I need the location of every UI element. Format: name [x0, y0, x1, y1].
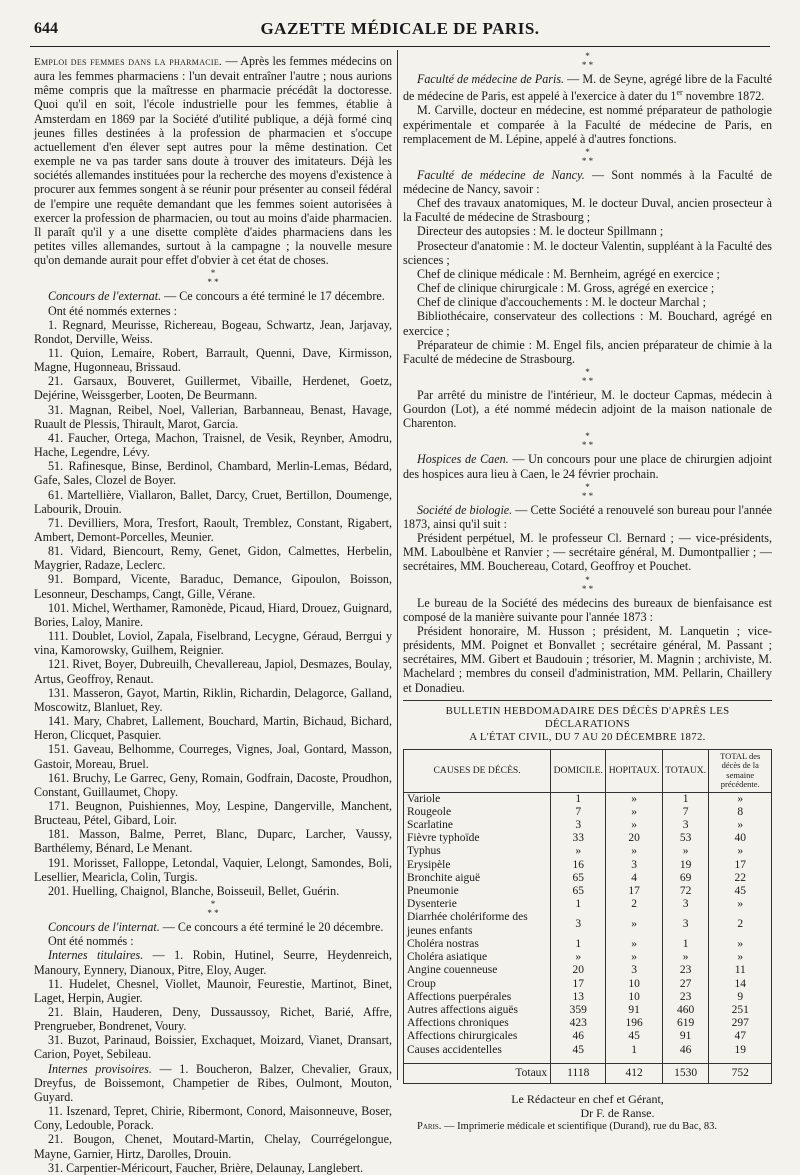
externat-line: 191. Morisset, Falloppe, Letondal, Vaquier, Lelongt, Samondes, Boli, Lesellier, Mearicla, Colin, Turgis. — [34, 855, 392, 884]
section-rule — [403, 700, 772, 701]
externat-line: 101. Michel, Werthamer, Ramonède, Picaud, Hiard, Drouez, Guignard, Bories, Laloy, Manire. — [34, 600, 392, 629]
provisoires-line-text: 31. Carpentier-Méricourt, Faucher, Brière, Delaunay, Langlebert. — [48, 1160, 364, 1175]
nancy-appointment: Prosecteur d'anatomie : M. le docteur Valentin, suppléant à la Faculté des sciences ; — [403, 238, 772, 267]
table-row — [404, 819, 772, 832]
externat-line: 11. Quion, Lemaire, Robert, Barrault, Quenni, Dave, Kirmisson, Magne, Hugonneau, Brissaud. — [34, 345, 392, 375]
table-row — [404, 806, 772, 819]
emploi-lead: Emploi des femmes dans la pharmacie. — [34, 56, 223, 68]
provisoires-line-text: — 1. Boucheron, Balzer, Chevalier, Graux, Dreyfus, de Boissemont, Champetier de Ribes, Oulmont, Mouton, Guyard. — [34, 1061, 392, 1104]
count-cell: 7 — [551, 806, 606, 819]
internat-paragraph — [34, 920, 392, 934]
cause-cell: Choléra asiatique — [404, 951, 551, 964]
table-row — [404, 938, 772, 951]
count-cell: 10 — [606, 991, 663, 1004]
count-cell: 17 — [551, 978, 606, 991]
table-row — [404, 859, 772, 872]
count-cell: 196 — [606, 1017, 663, 1030]
count-cell: 72 — [662, 885, 709, 898]
header-causes: CAUSES DE DÉCÈS. — [404, 749, 551, 792]
provisoires-line — [34, 1104, 392, 1132]
cause-cell: Scarlatine — [404, 819, 551, 832]
count-cell: 3 — [662, 898, 709, 911]
externat-line: 141. Mary, Chabret, Lallement, Bouchard, Martin, Bichaud, Bichard, Heron, Clicquet, Pasquier. — [34, 714, 392, 743]
count-cell: 359 — [551, 1004, 606, 1017]
imprint-text: — Imprimerie médicale et scientifique (Durand), rue du Bac, 83. — [441, 1120, 717, 1132]
count-cell: » — [606, 845, 663, 858]
titulaires-list — [34, 948, 392, 1061]
count-cell: » — [606, 938, 663, 951]
asterism: * * * — [581, 51, 594, 70]
cause-cell: Dysenterie — [404, 898, 551, 911]
column-divider — [397, 50, 398, 1080]
table-row — [404, 991, 772, 1004]
count-cell: 17 — [606, 885, 663, 898]
count-cell: 1 — [551, 792, 606, 806]
count-cell: » — [662, 951, 709, 964]
cause-cell: Affections chirurgicales — [404, 1030, 551, 1043]
totals-cell: 1530 — [662, 1063, 709, 1083]
asterism: * * * — [207, 899, 219, 919]
nancy-appointment: Bibliothécaire, conservateur des collections : M. Bouchard, agrégé en exercice ; — [403, 309, 772, 338]
internat-intro: Ont été nommés : — [48, 934, 134, 949]
nancy-appointment: Préparateur de chimie : M. Engel fils, ancien préparateur de chimie à la Faculté de médecine de Strasbourg. — [403, 337, 772, 366]
bienfaisance-bureau: Président honoraire, M. Husson ; président, M. Lanquetin ; vice-présidents, MM. Poignet et Bonvallet ; secrétaire général, M. Passant ; secrétaires, MM. Gibert et Baudouin ; trésorier, M. Magnin ; archiviste, M. Machelard ; membres du conseil d'administration, MM. Pellarin, Chaillery et Donadieu. — [403, 623, 772, 695]
fac-nancy-text: — Sont nommés à la Faculté de médecine de Nancy, savoir : — [403, 167, 772, 196]
count-cell: 65 — [551, 872, 606, 885]
count-cell: » — [606, 951, 663, 964]
externat-intro: Ont été nommés externes : — [48, 303, 177, 318]
count-cell: 1 — [606, 1044, 663, 1057]
asterism: * * * — [207, 268, 219, 288]
internat-text: — Ce concours a été terminé le 20 décembre. — [159, 920, 384, 935]
totals-row — [404, 1063, 772, 1083]
nancy-appointment: Chef de clinique médicale : M. Bernheim, agrégé en exercice ; — [417, 266, 720, 281]
count-cell: 3 — [606, 859, 663, 872]
table-row — [404, 964, 772, 977]
fac-paris-sup: er — [676, 88, 683, 98]
count-cell: 65 — [551, 885, 606, 898]
bulletin-title-line2: A L'ÉTAT CIVIL, DU 7 AU 20 DÉCEMBRE 1872. — [469, 730, 706, 743]
externat-line: 161. Bruchy, Le Garrec, Geny, Romain, Godfrain, Dacoste, Proudhon, Constant, Guillaumet, Chopy. — [34, 770, 392, 799]
count-cell: 251 — [709, 1004, 772, 1017]
externat-line: 71. Devilliers, Mora, Tresfort, Raoult, Tremblez, Constant, Rigabert, Ambert, Demont-Porcelles, Meunier. — [34, 515, 392, 544]
nancy-appointment: Chef des travaux anatomiques, M. le docteur Duval, ancien prosecteur à la Faculté de médecine de Strasbourg ; — [403, 196, 772, 225]
count-cell: 619 — [662, 1017, 709, 1030]
count-cell: » — [606, 911, 663, 937]
carville-paragraph: M. Carville, docteur en médecine, est nommé préparateur de pathologie expérimentale et comparée à la Faculté de médecine de Paris, en remplacement de M. Lépine, appelé à d'autres fonctions. — [403, 103, 772, 146]
provisoires-line-text: 11. Iszenard, Tepret, Chirie, Ribermont, Conord, Maisonneuve, Boser, Cony, Ledouble, Porack. — [34, 1104, 392, 1133]
count-cell: 297 — [709, 1017, 772, 1030]
deaths-table — [403, 749, 772, 1084]
externat-line: 51. Rafinesque, Binse, Berdinol, Chambard, Merlin-Lemas, Bédard, Gafe, Sales, Clozel de Boyer. — [34, 459, 392, 488]
count-cell: » — [551, 845, 606, 858]
table-row — [404, 885, 772, 898]
count-cell: 460 — [662, 1004, 709, 1017]
cause-cell: Bronchite aiguë — [404, 872, 551, 885]
count-cell: 1 — [551, 938, 606, 951]
internat-lead: Concours de l'internat. — [48, 920, 160, 935]
titulaires-line — [34, 948, 392, 976]
capmas-paragraph: Par arrêté du ministre de l'intérieur, M. le docteur Capmas, médecin à Gourdon (Lot), a été nommé médecin adjoint de la maison nationale de Charenton. — [403, 388, 772, 431]
count-cell: 1 — [551, 898, 606, 911]
count-cell: 3 — [662, 911, 709, 937]
fac-paris-lead: Faculté de médecine de Paris. — [417, 72, 565, 86]
count-cell: 22 — [709, 872, 772, 885]
asterism: * * * — [581, 367, 594, 386]
count-cell: 45 — [709, 885, 772, 898]
fac-nancy-paragraph — [403, 168, 772, 196]
signature-line2: Dr F. de Ranse. — [580, 1105, 655, 1120]
count-cell: 20 — [606, 832, 663, 845]
externat-line: 61. Martellière, Viallaron, Ballet, Darcy, Cruet, Bertillon, Doumenge, Labourik, Drouin. — [34, 487, 392, 516]
caen-lead: Hospices de Caen. — [417, 452, 509, 467]
externat-text: — Ce concours a été terminé le 17 décembre. — [161, 289, 385, 304]
externat-line: 81. Vidard, Biencourt, Remy, Genet, Gidon, Calmettes, Herbelin, Maygrier, Radaze, Leclerc. — [34, 544, 392, 573]
count-cell: 7 — [662, 806, 709, 819]
titulaires-line-text: 11. Hudelet, Chesnel, Viollet, Maunoir, Feurestie, Martinot, Binet, Laget, Herpin, Augier. — [34, 976, 392, 1005]
titulaires-line — [34, 1005, 392, 1033]
table-row — [404, 1017, 772, 1030]
count-cell: 14 — [709, 978, 772, 991]
count-cell: 16 — [551, 859, 606, 872]
table-row — [404, 832, 772, 845]
deaths-table-header — [404, 749, 772, 792]
biologie-bureau: Président perpétuel, M. le professeur Cl. Bernard ; — vice-présidents, MM. Laboulbène et Ranvier ; — secrétaire général, M. Dumontpallier ; — secrétaires, MM. Bouchereau, Cotard, Geoffroy et Pouchet. — [403, 531, 772, 574]
table-row — [404, 1044, 772, 1057]
table-row — [404, 951, 772, 964]
imprint — [403, 1120, 772, 1134]
bienfaisance-paragraph: Le bureau de la Société des médecins des bureaux de bienfaisance est composé de la manière suivante pour l'année 1873 : — [403, 595, 772, 624]
cause-cell: Autres affections aiguës — [404, 1004, 551, 1017]
table-row — [404, 911, 772, 937]
cause-cell: Affections puerpérales — [404, 991, 551, 1004]
page-header — [30, 18, 770, 42]
externat-line: 1. Regnard, Meurisse, Richereau, Bogeau, Schwartz, Jean, Jarjavay, Rondot, Derville, Weiss. — [34, 317, 392, 346]
externat-line: 151. Gaveau, Belhomme, Courreges, Vignes, Joal, Gontard, Masson, Gastoir, Moreau, Bruel. — [34, 742, 392, 771]
asterism: * * * — [581, 574, 594, 594]
count-cell: 91 — [662, 1030, 709, 1043]
count-cell: 20 — [551, 964, 606, 977]
table-row — [404, 792, 772, 806]
externat-line: 181. Masson, Balme, Perret, Blanc, Duparc, Larcher, Vaussy, Barthélemy, Bénard, Le Menant. — [34, 827, 392, 856]
provisoires-line — [34, 1062, 392, 1104]
count-cell: » — [709, 819, 772, 832]
asterism: * * * — [581, 431, 594, 451]
imprint-city: Paris. — [417, 1120, 442, 1132]
fac-paris-paragraph — [403, 72, 772, 103]
deaths-table-body — [404, 792, 772, 1083]
count-cell: » — [709, 845, 772, 858]
externat-line: 131. Masseron, Gayot, Martin, Riklin, Richardin, Delagorce, Galland, Moscowitz, Blanluet, Rey. — [34, 685, 392, 714]
count-cell: 10 — [606, 978, 663, 991]
table-row — [404, 898, 772, 911]
count-cell: 1 — [662, 938, 709, 951]
provisoires-line — [34, 1132, 392, 1160]
externat-list — [34, 318, 392, 898]
table-row — [404, 845, 772, 858]
count-cell: 45 — [606, 1030, 663, 1043]
externat-line: 91. Bompard, Vicente, Baraduc, Demance, Gipoulon, Boisson, Lesonneur, Deschamps, Cangt, Gille, Vérane. — [34, 572, 392, 601]
externat-line: 31. Magnan, Reibel, Noel, Vallerian, Barbanneau, Benast, Havage, Ruault de Plessis, Thirault, Marot, Garcia. — [34, 402, 392, 431]
asterism: * * * — [581, 146, 594, 166]
right-column — [403, 51, 773, 1132]
count-cell: 40 — [709, 832, 772, 845]
externat-line: 21. Garsaux, Bouveret, Guillermet, Vibaille, Herdenet, Goetz, Dejérine, Weissgerber, Looten, De Beurmann. — [34, 374, 392, 403]
count-cell: 46 — [551, 1030, 606, 1043]
table-row — [404, 1004, 772, 1017]
titulaires-line-text: 21. Blain, Hauderen, Deny, Dussaussoy, Richet, Barié, Affre, Prengrueber, Bondrenet, Voury. — [34, 1005, 392, 1034]
signature-line1: Le Rédacteur en chef et Gérant, — [511, 1091, 664, 1106]
titulaires-line-text: — 1. Robin, Hutinel, Seurre, Heydenreich, Manoury, Eynnery, Dianoux, Pitre, Eloy, Auger. — [34, 948, 392, 977]
table-row — [404, 1030, 772, 1043]
count-cell: 11 — [709, 964, 772, 977]
biologie-paragraph — [403, 503, 772, 531]
titulaires-line-label: Internes titulaires. — [48, 948, 144, 963]
nancy-list — [403, 196, 772, 366]
signature — [403, 1092, 772, 1120]
biologie-lead: Société de biologie. — [417, 502, 513, 517]
count-cell: 91 — [606, 1004, 663, 1017]
caen-text: — Un concours pour une place de chirurgien adjoint des hospices aura lieu à Caen, le 24 février prochain. — [403, 452, 772, 481]
count-cell: 19 — [709, 1044, 772, 1057]
cause-cell: Typhus — [404, 845, 551, 858]
asterism: * * * — [581, 481, 594, 501]
header-rule — [30, 46, 770, 47]
cause-cell: Variole — [404, 792, 551, 806]
totals-cell: 752 — [709, 1063, 772, 1083]
count-cell: 47 — [709, 1030, 772, 1043]
count-cell: » — [606, 819, 663, 832]
count-cell: 45 — [551, 1044, 606, 1057]
bulletin-title — [403, 705, 772, 744]
header-hopitaux: HOPITAUX. — [606, 749, 663, 792]
count-cell: 4 — [606, 872, 663, 885]
count-cell: » — [551, 951, 606, 964]
externat-line: 121. Rivet, Boyer, Dubreuilh, Chevallereau, Japiol, Desmazes, Boulay, Artus, Geoffroy, Renaut. — [34, 657, 392, 686]
count-cell: 33 — [551, 832, 606, 845]
count-cell: 3 — [551, 911, 606, 937]
provisoires-line-label: Internes provisoires. — [48, 1061, 152, 1076]
nancy-appointment: Chef de clinique d'accouchements : M. le docteur Marchal ; — [417, 295, 706, 310]
header-totaux: TOTAUX. — [662, 749, 709, 792]
left-column — [34, 52, 393, 1175]
externat-line: 171. Beugnon, Puishiennes, Moy, Lespine, Dangerville, Manchent, Bructeau, Pétel, Gibard, Loir. — [34, 798, 392, 828]
count-cell: 423 — [551, 1017, 606, 1030]
totals-cell: 412 — [606, 1063, 663, 1083]
count-cell: 69 — [662, 872, 709, 885]
cause-cell: Affections chroniques — [404, 1017, 551, 1030]
biologie-text: — Cette Société a renouvelé son bureau pour l'année 1873, ainsi qu'il suit : — [403, 502, 772, 531]
count-cell: » — [709, 951, 772, 964]
count-cell: 17 — [709, 859, 772, 872]
cause-cell: Rougeole — [404, 806, 551, 819]
count-cell: » — [662, 845, 709, 858]
totals-cell: 1118 — [551, 1063, 606, 1083]
count-cell: » — [709, 938, 772, 951]
cause-cell: Diarrhée cholériforme des jeunes enfants — [404, 911, 551, 937]
caen-paragraph — [403, 452, 772, 480]
count-cell: » — [709, 898, 772, 911]
header-previous-week: TOTAL des décès de la semaine précédente. — [709, 749, 772, 792]
cause-cell: Causes accidentelles — [404, 1044, 551, 1057]
table-row — [404, 978, 772, 991]
journal-title: GAZETTE MÉDICALE DE PARIS. — [260, 19, 540, 38]
count-cell: 46 — [662, 1044, 709, 1057]
count-cell: 13 — [551, 991, 606, 1004]
externat-line: 41. Faucher, Ortega, Machon, Traisnel, de Vesik, Reynber, Amodru, Hache, Legendre, Lévy. — [34, 430, 392, 460]
count-cell: » — [709, 792, 772, 806]
totals-label: Totaux — [404, 1063, 551, 1083]
externat-lead: Concours de l'externat. — [48, 289, 162, 304]
fac-paris-text-end: novembre 1872. — [682, 89, 765, 104]
count-cell: 1 — [662, 792, 709, 806]
cause-cell: Pneumonie — [404, 885, 551, 898]
cause-cell: Fièvre typhoïde — [404, 832, 551, 845]
count-cell: 9 — [709, 991, 772, 1004]
titulaires-line-text: 31. Buzot, Parinaud, Boissier, Exchaquet, Moizard, Vianet, Dransart, Carion, Poyet, Sebileau. — [34, 1033, 392, 1062]
externat-paragraph — [34, 289, 392, 303]
provisoires-list — [34, 1062, 392, 1175]
count-cell: 53 — [662, 832, 709, 845]
table-row — [404, 872, 772, 885]
count-cell: 27 — [662, 978, 709, 991]
emploi-femmes-paragraph — [34, 54, 392, 267]
count-cell: 3 — [662, 819, 709, 832]
header-domicile: DOMICILE. — [551, 749, 606, 792]
cause-cell: Choléra nostras — [404, 938, 551, 951]
bulletin-title-line1: BULLETIN HEBDOMADAIRE DES DÉCÈS D'APRÈS LES DÉCLARATIONS — [445, 704, 730, 730]
page-number: 644 — [34, 20, 58, 37]
cause-cell: Angine couenneuse — [404, 964, 551, 977]
count-cell: 2 — [709, 911, 772, 937]
count-cell: 2 — [606, 898, 663, 911]
provisoires-line-text: 21. Bougon, Chenet, Moutard-Martin, Chelay, Courrégelongue, Mayne, Garnier, Hirtz, Darolles, Drouin. — [34, 1132, 392, 1161]
externat-line: 201. Huelling, Chaignol, Blanche, Boisseuil, Bellet, Guérin. — [48, 883, 340, 898]
titulaires-line — [34, 977, 392, 1005]
externat-line: 111. Doublet, Loviol, Zapala, Fiselbrand, Lecygne, Géraud, Berrgui y vina, Kamorowsky, Guilhem, Reignier. — [34, 629, 392, 658]
fac-nancy-lead: Faculté de médecine de Nancy. — [417, 167, 585, 182]
cause-cell: Erysipèle — [404, 859, 551, 872]
nancy-appointment: Directeur des autopsies : M. le docteur Spillmann ; — [417, 224, 664, 239]
count-cell: 3 — [606, 964, 663, 977]
count-cell: » — [606, 806, 663, 819]
titulaires-line — [34, 1033, 392, 1061]
emploi-text: — Après les femmes médecins on aura les femmes pharmaciens : l'un devait entraîner l'autre ; nous aurions même compris que la maîtresse en pharmacie précédât la doctoresse. Quoi qu'il en soit, l'école industrielle pour les femmes, établie à Amsterdam en 1869 par la Société d'utilité publique, a déjà formé cinq jeunes filles destinées à la profession de pharmacien et s'occupe actuellement d'en élever sept autres pour la même destination. Cet exemple ne va pas tarder sans doute à trouver des imitateurs. Déjà les sociétés allemandes instituées pour la recherche des moyens d'existence à procurer aux femmes songent à se réunir pour présenter au conseil fédéral de l'empire une requête demandant que les femmes soient autorisées à exercer la profession de pharmacien, ou tout au moins d'aide pharmacien. Il paraît qu'il y a une disette complète d'aides pharmaciens dans les petites villes allemandes, surtout à la campagne ; la nouvelle mesure qu'on demande aurait pour effet d'obvier à cet état de choses. — [34, 54, 393, 268]
count-cell: 3 — [551, 819, 606, 832]
count-cell: 23 — [662, 964, 709, 977]
count-cell: 8 — [709, 806, 772, 819]
count-cell: » — [606, 792, 663, 806]
count-cell: 19 — [662, 859, 709, 872]
cause-cell: Croup — [404, 978, 551, 991]
nancy-appointment: Chef de clinique chirurgicale : M. Gross, agrégé en exercice ; — [417, 281, 715, 296]
fac-paris-text: — M. de Seyne, agrégé libre de la Faculté de médecine de Paris, est appelé à l'exercice à dater du 1 — [403, 72, 773, 104]
count-cell: 23 — [662, 991, 709, 1004]
provisoires-line — [34, 1161, 392, 1175]
